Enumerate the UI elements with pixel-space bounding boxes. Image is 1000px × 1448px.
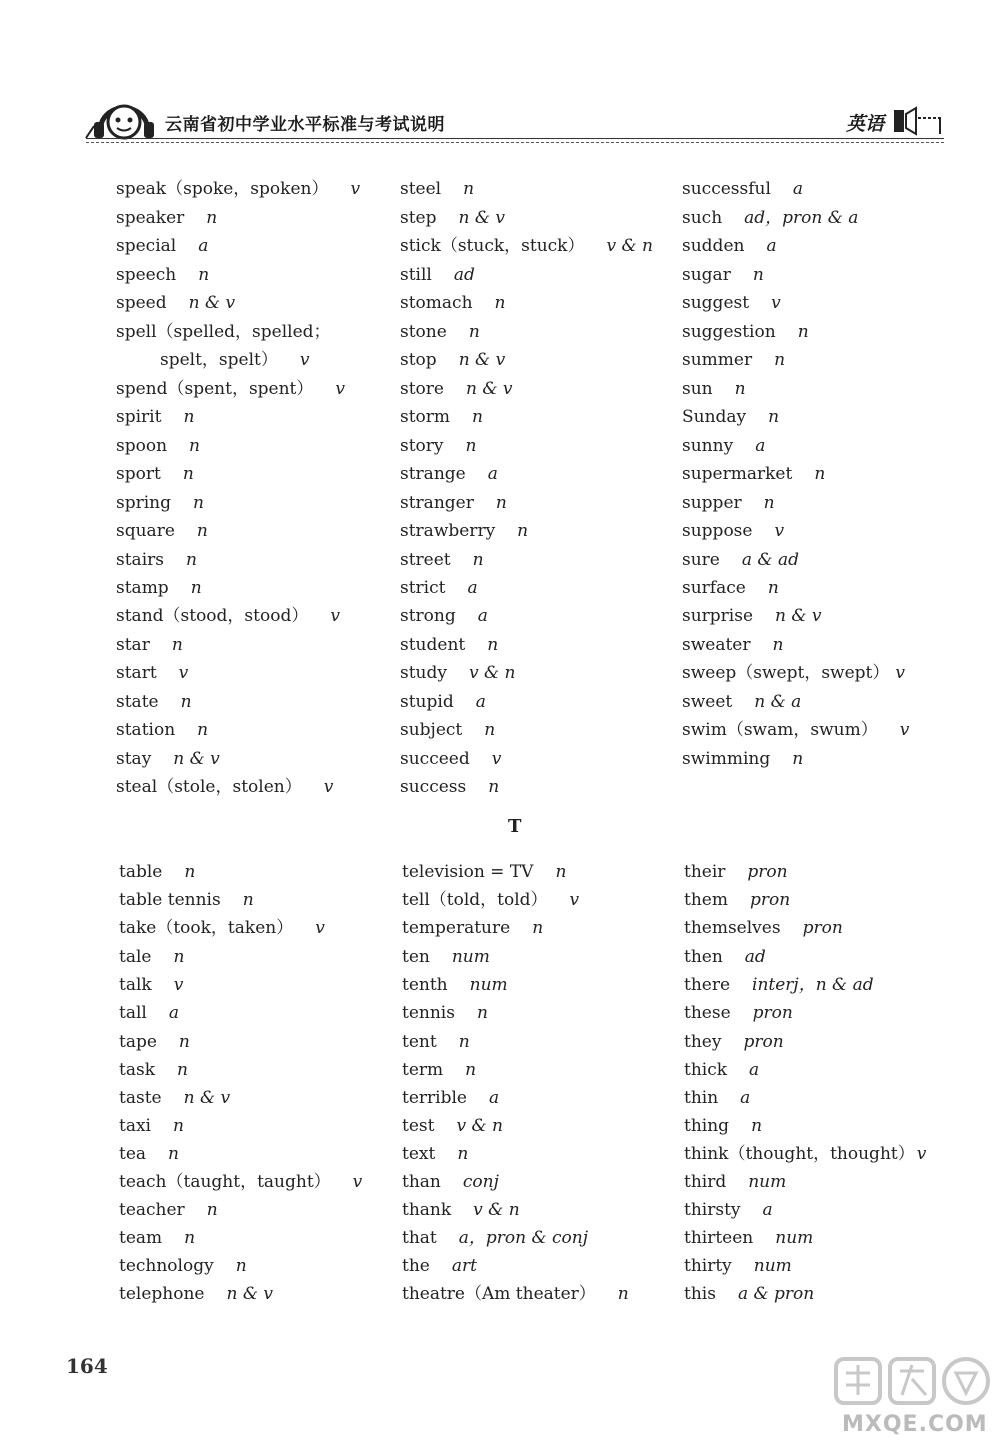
list-item: then ad [684,947,766,967]
list-item: spell（spelled，spelled； [116,322,331,342]
list-item: suppose v [682,521,785,541]
page-number: 164 [66,1354,108,1378]
list-item: stairs n [116,550,197,570]
list-item: sweater n [682,635,784,655]
list-item: teach（taught，taught） v [119,1172,363,1192]
list-item: temperature n [402,918,544,938]
list-item: technology n [119,1256,247,1276]
list-item: thirty num [684,1256,792,1276]
list-item: thirteen num [684,1228,814,1248]
list-item: study v & n [400,663,516,683]
list-item: stand（stood，stood） v [116,606,340,626]
list-item: ten num [402,947,490,967]
list-item: special a [116,236,209,256]
list-item: store n & v [400,379,513,399]
list-item: tenth num [402,975,508,995]
list-item: success n [400,777,500,797]
list-item: thin a [684,1088,751,1108]
list-item: swimming n [682,749,804,769]
list-item: these pron [684,1003,793,1023]
list-item: theatre（Am theater） n [402,1284,629,1304]
list-item: strong a [400,606,488,626]
list-item: speed n & v [116,293,236,313]
list-item: successful a [682,179,804,199]
list-item: student n [400,635,499,655]
list-item: their pron [684,862,788,882]
list-item: thing n [684,1116,763,1136]
list-item: stomach n [400,293,506,313]
list-item: stamp n [116,578,202,598]
list-item: sweep（swept，swept） v [682,663,905,683]
section-heading-t: T [508,816,522,837]
list-item: stop n & v [400,350,506,370]
list-item: street n [400,550,484,570]
list-item: sport n [116,464,194,484]
list-item: task n [119,1060,188,1080]
list-item: tennis n [402,1003,488,1023]
list-item: they pron [684,1032,784,1052]
list-item: tell（told，told） v [402,890,580,910]
list-item: sure a & ad [682,550,799,570]
list-item: stick（stuck，stuck） v & n [400,236,653,256]
list-item: supper n [682,493,775,513]
list-item: subject n [400,720,496,740]
list-item: there interj，n & ad [684,975,874,995]
list-item: themselves pron [684,918,843,938]
list-item: station n [116,720,209,740]
list-item: teacher n [119,1200,218,1220]
list-item: such ad，pron & a [682,208,859,228]
list-item: strawberry n [400,521,529,541]
list-item: stranger n [400,493,507,513]
list-item: sun n [682,379,746,399]
list-item: sunny a [682,436,766,456]
list-item: television = TV n [402,862,567,882]
list-item: speech n [116,265,210,285]
list-item: square n [116,521,208,541]
list-item: steal（stole，stolen） v [116,777,334,797]
list-item: still ad [400,265,475,285]
list-item: spirit n [116,407,195,427]
list-item: term n [402,1060,477,1080]
list-item: third num [684,1172,787,1192]
list-item: tall a [119,1003,179,1023]
list-item: storm n [400,407,483,427]
header-title: 云南省初中学业水平标准与考试说明 [165,115,445,135]
list-item: strict a [400,578,478,598]
list-item: thank v & n [402,1200,520,1220]
list-item: thirsty a [684,1200,773,1220]
list-item: take（took，taken） v [119,918,325,938]
list-item: story n [400,436,477,456]
list-item: supermarket n [682,464,826,484]
list-item: spring n [116,493,204,513]
list-item: that a，pron & conj [402,1228,588,1248]
list-item: surface n [682,578,779,598]
list-item: table tennis n [119,890,254,910]
list-item: think（thought，thought） v [684,1144,927,1164]
header-rule [86,138,944,139]
list-item: spelt，spelt） v [160,350,310,370]
list-item: steel n [400,179,475,199]
headphone-mascot-icon [84,92,164,144]
list-item: suggest v [682,293,781,313]
list-item: them pron [684,890,791,910]
list-item: step n & v [400,208,505,228]
list-item: thick a [684,1060,760,1080]
list-item: text n [402,1144,469,1164]
header-rule-dashed [86,142,944,143]
list-item: stay n & v [116,749,220,769]
list-item: state n [116,692,192,712]
list-item: speak（spoke，spoken） v [116,179,361,199]
list-item: Sunday n [682,407,780,427]
list-item: star n [116,635,183,655]
list-item: strange a [400,464,498,484]
list-item: suggestion n [682,322,809,342]
list-item: taxi n [119,1116,184,1136]
list-item: table n [119,862,196,882]
list-item: spoon n [116,436,200,456]
list-item: swim（swam，swum） v [682,720,910,740]
list-item: sweet n & a [682,692,802,712]
list-item: the art [402,1256,477,1276]
list-item: stupid a [400,692,486,712]
list-item: succeed v [400,749,502,769]
list-item: this a & pron [684,1284,815,1304]
list-item: tape n [119,1032,190,1052]
watermark-text: MXQE.COM [842,1412,988,1437]
list-item: sugar n [682,265,764,285]
list-item: spend（spent，spent） v [116,379,346,399]
list-item: sudden a [682,236,777,256]
list-item: tea n [119,1144,179,1164]
list-item: summer n [682,350,786,370]
list-item: taste n & v [119,1088,231,1108]
list-item: tent n [402,1032,470,1052]
list-item: start v [116,663,189,683]
list-item: speaker n [116,208,218,228]
list-item: stone n [400,322,480,342]
list-item: terrible a [402,1088,500,1108]
page-header [0,0,1000,160]
list-item: telephone n & v [119,1284,273,1304]
list-item: surprise n & v [682,606,822,626]
list-item: tale n [119,947,185,967]
list-item: team n [119,1228,196,1248]
list-item: test v & n [402,1116,503,1136]
speaker-icon [892,104,944,136]
header-subject: 英语 [846,113,885,135]
list-item: than conj [402,1172,499,1192]
list-item: talk v [119,975,184,995]
